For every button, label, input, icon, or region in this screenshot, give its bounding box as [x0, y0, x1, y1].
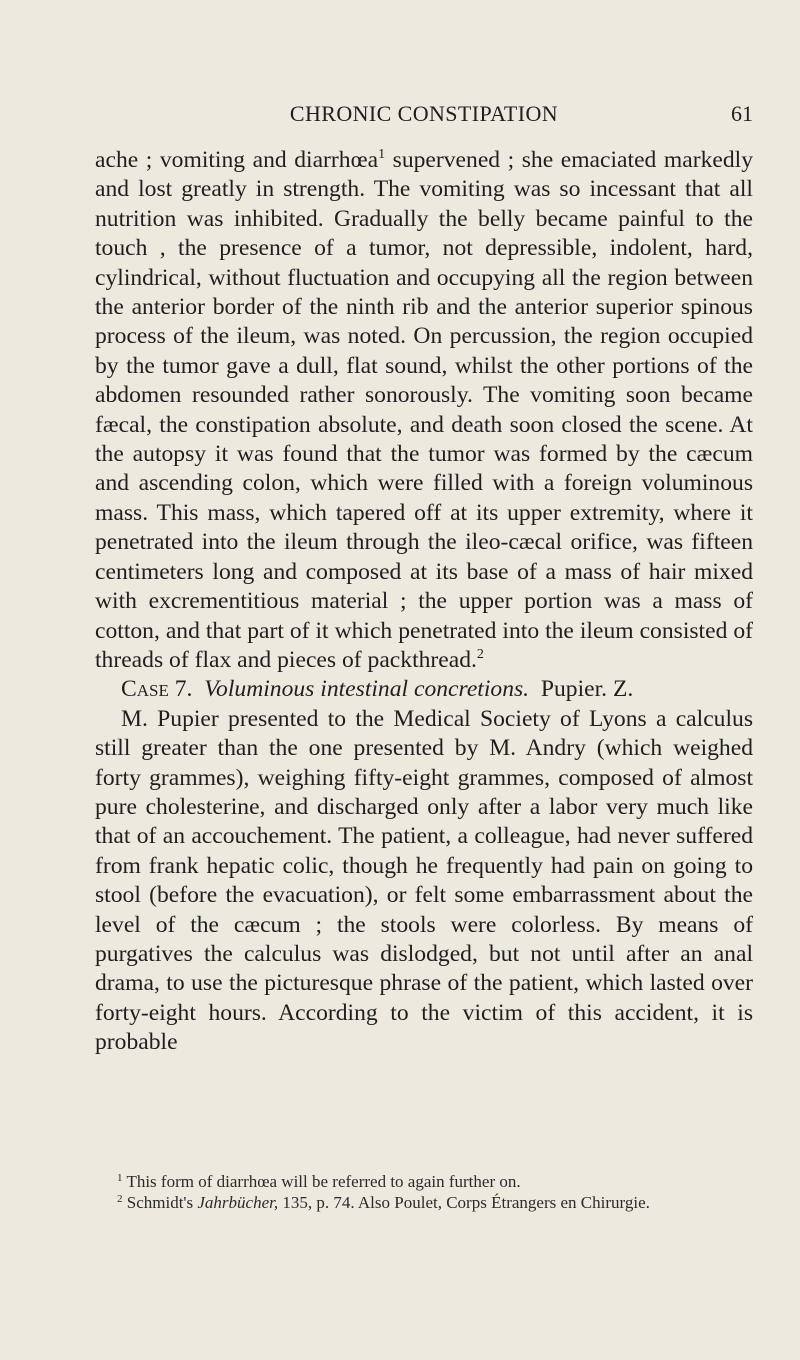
footnote-1 — [95, 1172, 753, 1193]
journal-title: Jahrbücher, — [197, 1192, 279, 1212]
footnote-text: This form of diarrhœa will be referred to again further on. — [126, 1172, 521, 1191]
paragraph-text: ache ; vomiting and diarrhœa — [95, 147, 379, 173]
page-header — [95, 101, 753, 131]
footnote-reference: 2 — [476, 646, 484, 662]
paragraph: M. Pupier presented to the Medical Society of Lyons a calculus still greater than the one presented by M. Andry (which weighed forty grammes), weighing fifty-eight grammes, composed of almost pure cholesterine, and discharged only after a labor very much like that of an accouchement. The patient, a colleague, had never suffered from frank hepatic colic, though he frequently had pain on going to stool (before the evacuation), or felt some embarrassment about the level of the cæcum ; the stools were colorless. By means of purgatives the calculus was dislodged, but not until after an anal drama, to use the picturesque phrase of the patient, which lasted over forty-eight hours. According to the victim of this accident, it is probable — [95, 705, 753, 1056]
case-heading — [95, 675, 753, 704]
footnote-text: Schmidt's — [126, 1192, 198, 1212]
footnote-text: 135, p. 74. Also Poulet, Corps Étrangers en Chirurgie. — [278, 1192, 650, 1212]
footnotes — [95, 1172, 753, 1213]
footnote-reference: 1 — [378, 147, 386, 162]
footnote-2 — [95, 1193, 753, 1214]
paragraph-text: supervened ; she emaciated markedly and lost greatly in strength. The vomiting was so incessant that all nutrition was inhibited. Gradually the belly became painful to the touch , the presence of a tumor, not depressible, indolent, hard, cylindrical, without fluctuation and occupying all the region between the anterior border of the ninth rib and the anterior superior spinous process of the ileum, was noted. On percussion, the region occupied by the tumor gave a dull, flat sound, whilst the other portions of the abdomen resounded rather sonorously. The vomiting soon became fæcal, the constipation absolute, and death soon closed the scene. At the autopsy it was found that the tumor was formed by the cæcum and ascending colon, which were filled with a foreign voluminous mass. This mass, which tapered off at its upper extremity, where it penetrated into the ileum through the ileo-cæcal orifice, was fifteen centimeters long and composed at its base of a mass of hair mixed with excrementitious material ; the upper portion was a mass of cotton, and that part of it which penetrated into the ileum consisted of threads of flax and pieces of packthread. — [95, 147, 754, 673]
footnote-marker: 2 — [117, 1192, 123, 1205]
page-number: 61 — [731, 101, 753, 126]
case-author: Pupier. Z. — [540, 676, 634, 703]
running-title: CHRONIC CONSTIPATION — [289, 101, 559, 126]
footnote-marker: 1 — [117, 1172, 123, 1184]
case-label: Case 7. — [121, 676, 193, 703]
paragraph-continued — [95, 146, 753, 675]
body-text — [95, 146, 753, 1058]
case-title: Voluminous intestinal concretions. — [204, 676, 530, 703]
